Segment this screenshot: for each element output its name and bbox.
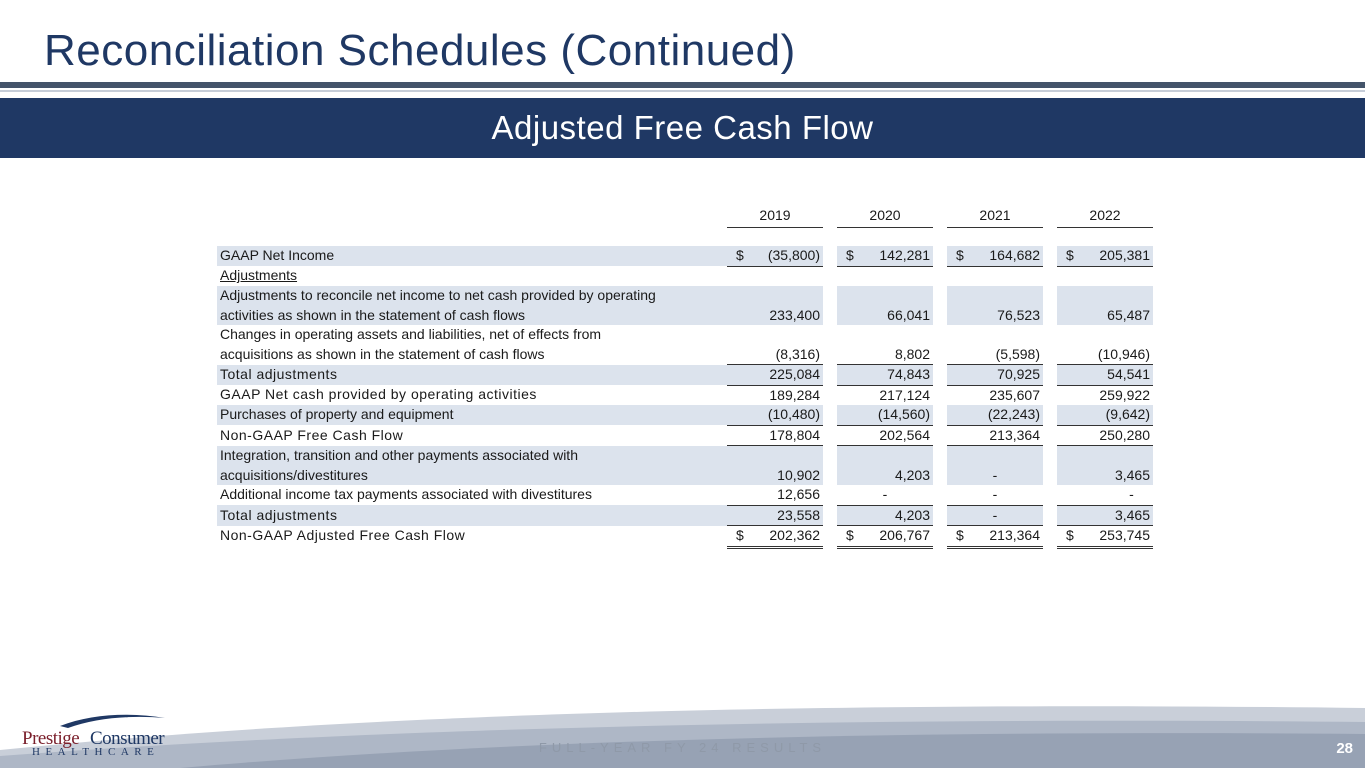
row-value: 178,804 (727, 425, 823, 446)
row-value: 225,084 (727, 365, 823, 386)
row-label: Non-GAAP Adjusted Free Cash Flow (220, 526, 466, 543)
footer-label: FULL-YEAR FY 24 RESULTS (538, 740, 827, 755)
reconciliation-table (217, 205, 1153, 549)
row-value: (8,316) (727, 345, 823, 365)
row-value: - (1057, 485, 1153, 505)
table-row (217, 405, 1153, 425)
row-label: Additional income tax payments associated with divestitures (220, 486, 592, 503)
row-value: 65,487 (1057, 306, 1153, 326)
row-value: 4,203 (837, 505, 933, 526)
table-row (217, 325, 1153, 345)
row-value: 54,541 (1057, 365, 1153, 386)
row-label: Total adjustments (217, 505, 727, 526)
row-value: 66,041 (837, 306, 933, 326)
logo-text: HEALTHCARE (32, 746, 160, 758)
row-value: $ 164,682 (947, 246, 1043, 266)
row-value: (10,946) (1057, 345, 1153, 365)
table-row (217, 505, 1153, 526)
row-label: GAAP Net Income (217, 246, 727, 266)
row-value: 23,558 (727, 505, 823, 526)
row-value: 250,280 (1057, 425, 1153, 446)
row-label: GAAP Net cash provided by operating activities (220, 386, 537, 403)
row-value: 70,925 (947, 365, 1043, 386)
row-value: 213,364 (947, 425, 1043, 446)
row-value: - (947, 466, 1043, 486)
row-value: 8,802 (837, 345, 933, 365)
row-value: 233,400 (727, 306, 823, 326)
table-row (217, 365, 1153, 386)
row-value: $ 202,362 (727, 526, 823, 548)
year-header-row (217, 205, 1153, 228)
row-label: Total adjustments (217, 365, 727, 386)
table-row (217, 526, 1153, 548)
table-row (217, 246, 1153, 266)
title-divider (0, 82, 1365, 88)
row-value: 10,902 (727, 466, 823, 486)
row-value: $ 142,281 (837, 246, 933, 266)
row-label: Non-GAAP Free Cash Flow (220, 426, 404, 443)
year-header: 2019 (727, 205, 823, 228)
section-banner (0, 98, 1365, 158)
row-label: acquisitions/divestitures (217, 466, 727, 486)
table-row (217, 425, 1153, 446)
table-row (217, 345, 1153, 365)
row-value: (14,560) (837, 405, 933, 425)
row-value: 12,656 (727, 485, 823, 505)
table-row (217, 266, 1153, 286)
table-row (217, 306, 1153, 326)
row-value: 3,465 (1057, 505, 1153, 526)
row-value: - (837, 485, 933, 505)
logo-text: Consumer (90, 728, 165, 749)
row-label: acquisitions as shown in the statement of cash flows (220, 345, 545, 362)
row-value: (5,598) (947, 345, 1043, 365)
row-value: $ 205,381 (1057, 246, 1153, 266)
year-header: 2020 (837, 205, 933, 228)
row-value: 189,284 (769, 386, 820, 403)
table-row (217, 485, 1153, 505)
row-label: Adjustments to reconcile net income to net cash provided by operating (217, 286, 727, 306)
year-header: 2022 (1057, 205, 1153, 228)
logo-text: Prestige (22, 728, 80, 749)
row-value: - (947, 505, 1043, 526)
row-value: $ 206,767 (837, 526, 933, 548)
table-row (217, 466, 1153, 486)
row-value: 217,124 (879, 386, 930, 403)
row-value: $ 213,364 (947, 526, 1043, 548)
row-value: 4,203 (837, 466, 933, 486)
row-value: (22,243) (947, 405, 1043, 425)
section-heading: Adjustments (220, 267, 298, 284)
year-header: 2021 (947, 205, 1043, 228)
page-number: 28 (1336, 740, 1353, 757)
row-value: $ (35,800) (727, 246, 823, 266)
row-label: activities as shown in the statement of cash flows (217, 306, 727, 326)
row-value: 3,465 (1057, 466, 1153, 486)
table-row (217, 385, 1153, 405)
row-value: 259,922 (1099, 386, 1150, 403)
row-value: 76,523 (947, 306, 1043, 326)
row-value: - (947, 485, 1043, 505)
page-title: Reconciliation Schedules (Continued) (44, 26, 796, 75)
footer-swoosh (0, 690, 1365, 768)
row-value: (10,480) (727, 405, 823, 425)
table-row (217, 446, 1153, 466)
row-value: $ 253,745 (1057, 526, 1153, 548)
title-divider-thin (0, 90, 1365, 92)
row-label: Changes in operating assets and liabilities, net of effects from (220, 326, 602, 342)
row-value: 235,607 (989, 386, 1040, 403)
table-row (217, 286, 1153, 306)
row-label: Integration, transition and other payments associated with (217, 446, 727, 466)
row-value: (9,642) (1057, 405, 1153, 425)
row-value: 202,564 (837, 425, 933, 446)
banner-title: Adjusted Free Cash Flow (491, 109, 874, 146)
row-label: Purchases of property and equipment (217, 405, 727, 425)
row-value: 74,843 (837, 365, 933, 386)
